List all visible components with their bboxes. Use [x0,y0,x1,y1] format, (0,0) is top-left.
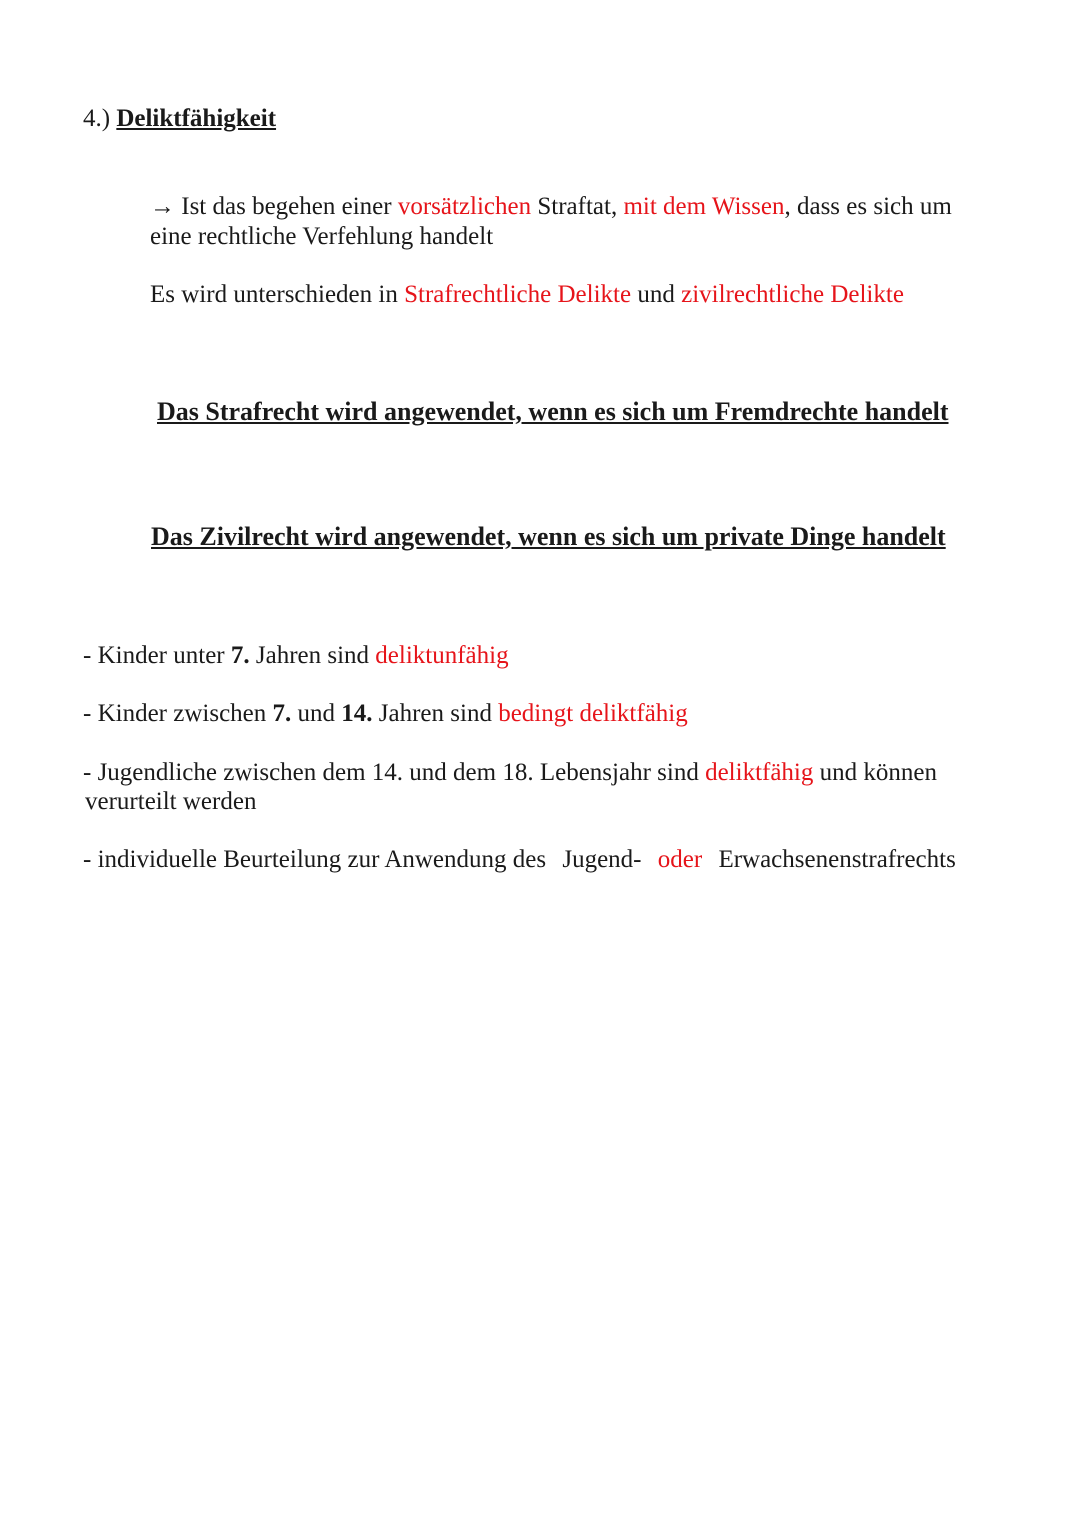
bullet-4-adult: Erwachsenenstrafrechts [718,846,956,873]
definition-text-1: Ist das begehen einer [181,193,392,220]
definition-highlight-2: mit dem Wissen [623,193,785,220]
bullet-2-text-2: und [297,700,336,727]
bullet-4-text-1: individuelle Beurteilung zur Anwendung des [97,846,547,873]
bullet-3-text-2: und können [819,759,937,786]
distinction-lead: Es wird unterschieden in [150,281,398,308]
bullet-2-text-1: Kinder zwischen [97,700,267,727]
definition-line-2: eine rechtliche Verfehlung handelt [150,223,494,250]
bullet-item-1 [83,641,509,671]
distinction-line [150,280,904,310]
bullet-2-age-to: 14. [341,700,373,727]
bullet-2-text-3: Jahren sind [378,700,492,727]
definition-highlight-1: vorsätzlichen [397,193,532,220]
bullet-1-text-2: Jahren sind [255,642,370,669]
bullet-3-status: deliktfähig [705,759,814,786]
rule-strafrecht: Das Strafrecht wird angewendet, wenn es sich um Fremdrechte handelt [157,397,949,426]
distinction-and: und [637,281,675,308]
rule-zivilrecht: Das Zivilrecht wird angewendet, wenn es sich um private Dinge handelt [151,522,946,551]
bullet-item-2 [83,699,688,729]
definition-text-3: , dass es sich um [784,193,952,220]
bullet-4-youth: Jugend- [562,846,642,873]
bullet-dash: - [83,642,92,669]
bullet-dash: - [83,846,92,873]
distinction-criminal: Strafrechtliche Delikte [404,281,632,308]
bullet-dash: - [83,759,92,786]
section-number: 4.) [83,105,111,132]
bullet-4-or: oder [657,846,703,873]
bullet-2-status: bedingt deliktfähig [498,700,688,727]
bullet-3-text-1: Jugendliche zwischen dem 14. und dem 18. Lebensjahr sind [97,759,699,786]
bullet-1-status: deliktunfähig [375,642,509,669]
arrow-icon: → [150,193,175,220]
bullet-1-age: 7. [230,642,250,669]
bullet-item-3 [83,758,937,788]
definition-text-2: Straftat, [537,193,618,220]
bullet-dash: - [83,700,92,727]
section-heading [83,104,276,134]
bullet-3-line-2: verurteilt werden [85,788,257,815]
bullet-2-age-from: 7. [272,700,292,727]
bullet-item-4 [83,845,956,875]
distinction-civil: zivilrechtliche Delikte [681,281,904,308]
bullet-1-text-1: Kinder unter [97,642,225,669]
section-title: Deliktfähigkeit [116,105,277,132]
definition-line-1 [150,192,952,222]
